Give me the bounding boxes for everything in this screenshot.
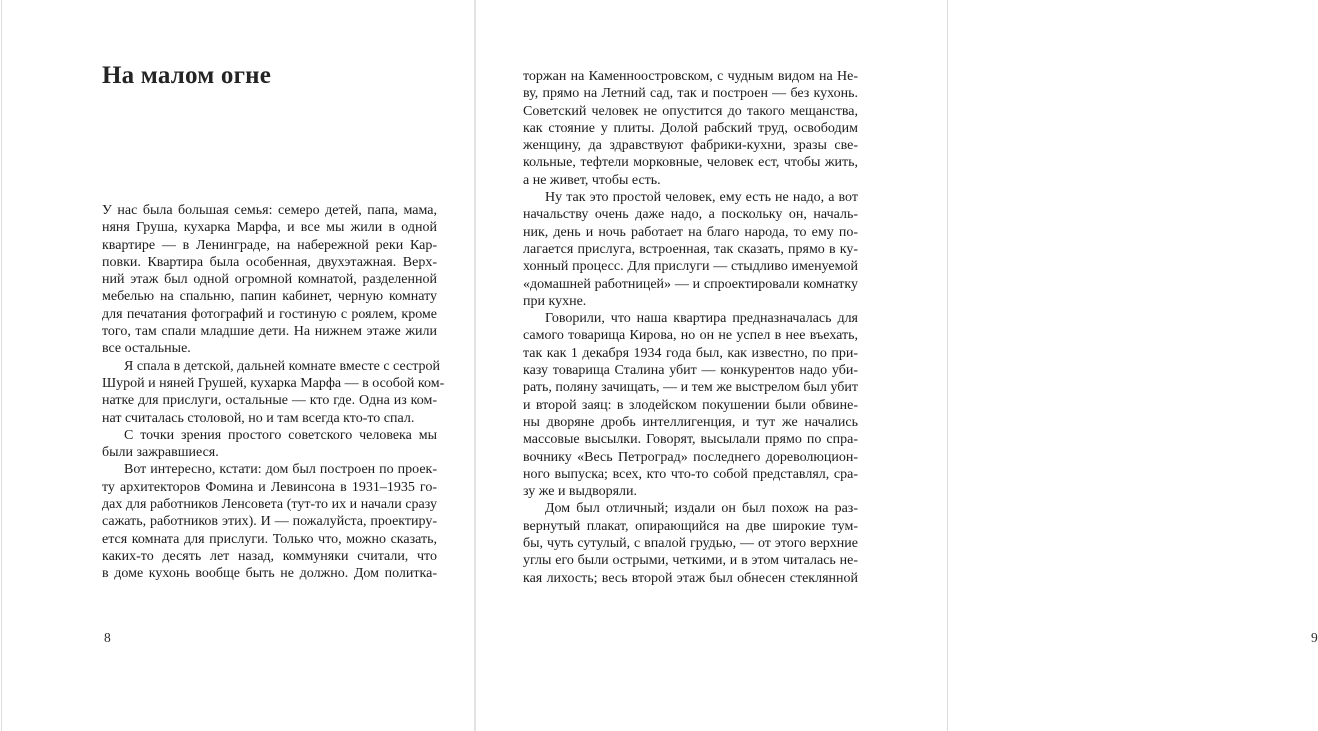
left-page bbox=[0, 0, 475, 731]
text-line: мебелью на спальню, папин кабинет, черную комнату bbox=[102, 289, 437, 305]
text-line: дах для работников Ленсовета (тут-то их и начали сразу bbox=[102, 497, 437, 513]
text-line: так как 1 декабря 1934 года был, как известно, по при- bbox=[523, 345, 858, 361]
text-line: лагается прислуга, встроенная, так сказать, прямо в ку- bbox=[523, 241, 858, 257]
text-line: «домашней работницей» — и спроектировали комнатку bbox=[523, 276, 858, 292]
text-line: массовые высылки. Говорят, высылали прямо по спра- bbox=[523, 432, 858, 448]
text-line: для печатания фотографий и гостиную с роялем, кроме bbox=[102, 306, 437, 322]
text-line: зу же и выдворяли. bbox=[523, 484, 638, 500]
text-line: У нас была большая семья: семеро детей, папа, мама, bbox=[102, 203, 437, 218]
text-line: самого товарища Кирова, но он не успел в нее въехать, bbox=[523, 328, 858, 344]
chapter-title: На малом огне bbox=[102, 62, 272, 89]
text-line: кольные, тефтели морковные, человек ест, чтобы жить, bbox=[523, 155, 858, 171]
text-line: и второй заяц: в злодейском покушении были обвине- bbox=[523, 397, 858, 413]
text-line: Шурой и няней Грушей, кухарка Марфа — в особой ком- bbox=[102, 375, 445, 391]
text-line: Советский человек не опустится до такого мещанства, bbox=[523, 103, 858, 119]
text-line: были зажравшиеся. bbox=[102, 445, 219, 461]
text-line: Ну так это простой человек, ему есть не надо, а вот bbox=[545, 190, 858, 206]
text-line: квартире — в Ленинграде, на набережной реки Кар- bbox=[102, 237, 437, 253]
text-line: хонный процесс. Для прислуги — стыдливо именуемой bbox=[523, 259, 858, 275]
text-line: С точки зрения простого советского человека мы bbox=[124, 427, 437, 443]
text-line: бы, чуть сутулый, с впалой грудью, — от этого верхние bbox=[523, 536, 858, 552]
text-line: в доме кухонь вообще быть не должно. Дом политка- bbox=[102, 566, 437, 582]
paragraph bbox=[523, 68, 858, 189]
page-number-left: 8 bbox=[104, 630, 111, 645]
text-line: казу товарища Сталина убит — конкурентов надо уби- bbox=[523, 363, 858, 379]
text-line: рать, поляну зачищать, — и тем же выстрелом был убит bbox=[523, 380, 858, 396]
text-line: Вот интересно, кстати: дом был построен по проек- bbox=[124, 462, 437, 478]
paragraph bbox=[102, 427, 437, 462]
left-page-body bbox=[102, 202, 445, 583]
right-page-body bbox=[523, 68, 858, 587]
text-line: ется комната для прислуги. Только что, можно сказать, bbox=[102, 531, 437, 547]
text-line: натке для прислуги, остальные — кто где. Одна из ком- bbox=[102, 393, 437, 409]
text-line: ного выпуска; всех, кто что-то собой представлял, сра- bbox=[523, 466, 858, 482]
text-line: вочнику «Весь Петроград» последнего дореволюцион- bbox=[523, 449, 858, 465]
paragraph bbox=[523, 500, 858, 586]
text-line: углы его были острыми, четкими, и в этом читалась не- bbox=[523, 553, 858, 569]
text-line: начальству очень даже надо, а поскольку он, началь- bbox=[523, 207, 858, 223]
text-line: женщину, да здравствуют фабрики-кухни, зразы све- bbox=[523, 138, 858, 154]
text-line: ний этаж был одной огромной комнатой, разделенной bbox=[102, 272, 437, 288]
text-line: вернутый плакат, опирающийся на две широкие тум- bbox=[523, 518, 858, 534]
paragraph bbox=[102, 202, 437, 358]
text-line: ту архитекторов Фомина и Левинсона в 1931–1935 го- bbox=[102, 479, 437, 495]
text-line: кая лихость; весь второй этаж был обнесен стеклянной bbox=[523, 570, 858, 586]
text-line: сажать, работников этих). И — пожалуйста, проектиру- bbox=[102, 514, 437, 530]
text-line: торжан на Каменноостровском, с чудным видом на Не- bbox=[523, 69, 858, 84]
text-line: ны дворяне дробь интеллигенция, и тут же начались bbox=[523, 414, 858, 430]
text-line: при кухне. bbox=[523, 293, 587, 309]
paragraph bbox=[102, 461, 437, 582]
text-line: Говорили, что наша квартира предназначалась для bbox=[545, 311, 858, 327]
text-line: нат считалась столовой, но и там всегда кто-то спал. bbox=[102, 410, 415, 426]
text-line: няня Груша, кухарка Марфа, и все мы жили в одной bbox=[102, 220, 437, 236]
paragraph bbox=[523, 189, 858, 310]
text-line: Дом был отличный; издали он был похож на раз- bbox=[545, 501, 858, 517]
text-line: повки. Квартира была особенная, двухэтажная. Верх- bbox=[102, 254, 437, 270]
text-line: как стояние у плиты. Долой рабский труд, освободим bbox=[523, 120, 858, 136]
page-number-right: 9 bbox=[1311, 630, 1318, 645]
paragraph bbox=[102, 358, 445, 427]
text-line: того, там спали младшие дети. На нижнем этаже жили bbox=[102, 324, 437, 340]
text-line: ву, прямо на Летний сад, так и построен — без кухонь. bbox=[523, 86, 858, 102]
paragraph bbox=[523, 310, 858, 500]
right-page bbox=[475, 0, 1318, 731]
text-line: ник, день и ночь работает на благо народа, то ему по- bbox=[523, 224, 858, 240]
text-line: а не живет, чтобы есть. bbox=[523, 172, 661, 188]
text-line: Я спала в детской, дальней комнате вместе с сестрой bbox=[124, 358, 440, 374]
text-line: все остальные. bbox=[102, 341, 191, 357]
text-line: каких-то десять лет назад, коммуняки считали, что bbox=[102, 548, 437, 564]
